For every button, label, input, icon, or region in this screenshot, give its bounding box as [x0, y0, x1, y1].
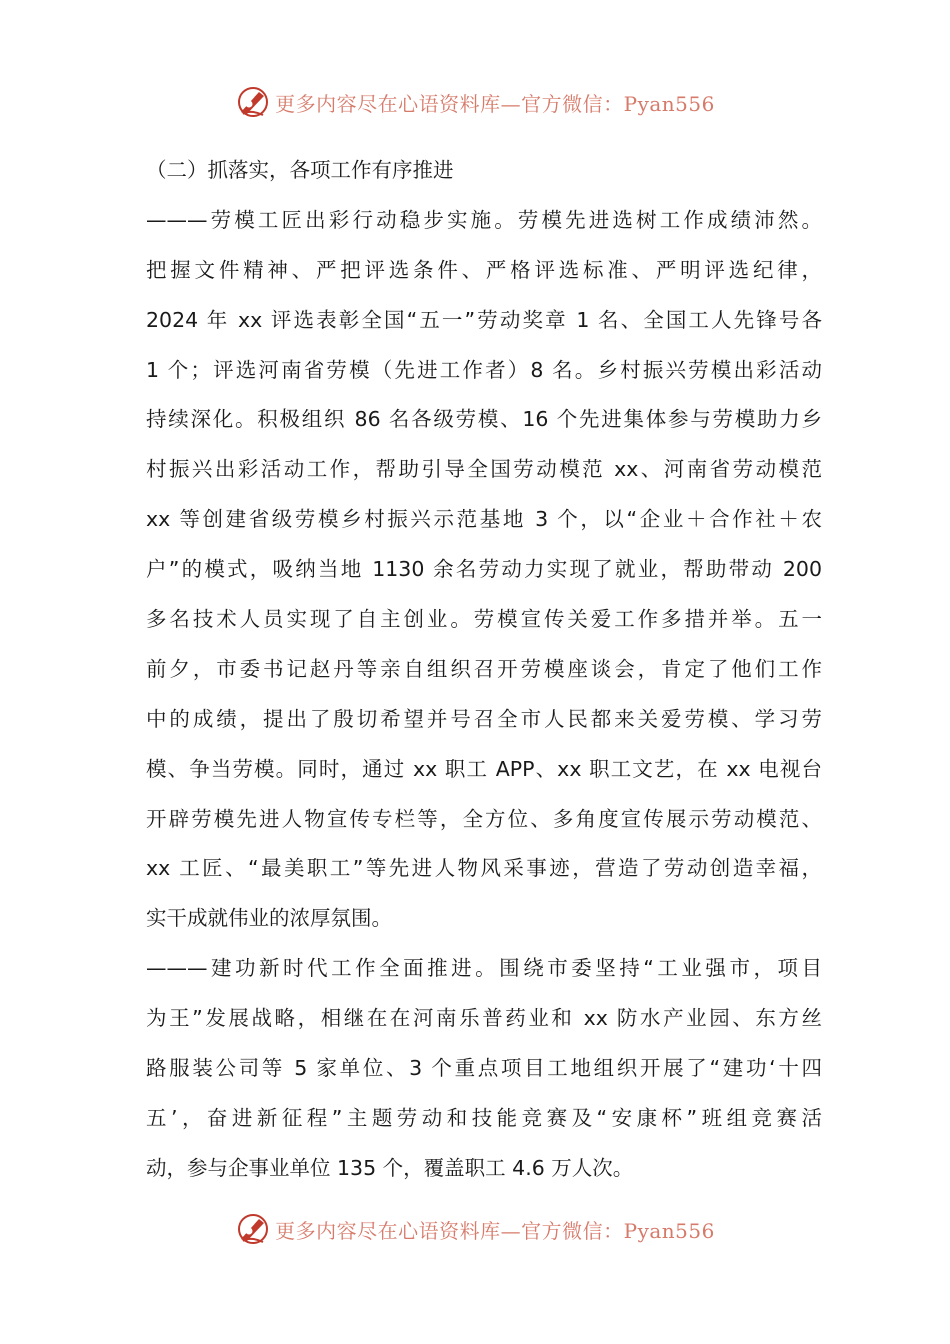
- paragraph-line: 动，参与企事业单位 135 个，覆盖职工 4.6 万人次。: [146, 1155, 634, 1180]
- paragraph-line: 为王”发展战略，相继在在河南乐普药业和 xx 防水产业园、东方丝: [146, 1006, 822, 1031]
- paragraph-line: 把握文件精神、严把评选条件、严格评选标准、严明评选纪律，: [146, 257, 822, 282]
- paragraph-line: 2024 年 xx 评选表彰全国“五一”劳动奖章 1 名、全国工人先锋号各: [146, 307, 822, 332]
- paragraph-line: 中的成绩，提出了殷切希望并号召全市人民都来关爱劳模、学习劳: [146, 706, 822, 731]
- paragraph-line: ———建功新时代工作全面推进。围绕市委坚持“工业强市，项目: [146, 956, 822, 981]
- paragraph-line: xx 等创建省级劳模乡村振兴示范基地 3 个，以“企业＋合作社＋农: [146, 507, 822, 532]
- paragraph-line: 前夕，市委书记赵丹等亲自组织召开劳模座谈会，肯定了他们工作: [146, 656, 822, 681]
- paragraph-line: xx 工匠、“最美职工”等先进人物风采事迹，营造了劳动创造幸福，: [146, 856, 822, 881]
- paragraph-line: 持续深化。积极组织 86 名各级劳模、16 个先进集体参与劳模助力乡: [146, 407, 822, 432]
- paragraph-line: 五’，奋进新征程”主题劳动和技能竞赛及“安康杯”班组竞赛活: [146, 1105, 822, 1130]
- paragraph-line: 模、争当劳模。同时，通过 xx 职工 APP、xx 职工文艺，在 xx 电视台: [146, 756, 822, 781]
- paragraph-line: 路服装公司等 5 家单位、3 个重点项目工地组织开展了“建功‘十四: [146, 1056, 822, 1081]
- paragraph-line: 户”的模式，吸纳当地 1130 余名劳动力实现了就业，帮助带动 200: [146, 557, 822, 582]
- footer-banner: [0, 1209, 950, 1249]
- paragraph-line: 多名技术人员实现了自主创业。劳模宣传关爱工作多措并举。五一: [146, 607, 822, 632]
- pen-seal-icon: [235, 1211, 271, 1247]
- section-heading: （二）抓落实，各项工作有序推进: [146, 158, 454, 182]
- paragraph-line: 实干成就伟业的浓厚氛围。: [146, 906, 392, 931]
- paragraph-line: 开辟劳模先进人物宣传专栏等，全方位、多角度宣传展示劳动模范、: [146, 806, 822, 831]
- header-banner: [0, 82, 950, 122]
- paragraph-line: 1 个；评选河南省劳模（先进工作者）8 名。乡村振兴劳模出彩活动: [146, 357, 822, 382]
- paragraph-line: 村振兴出彩活动工作，帮助引导全国劳动模范 xx、河南省劳动模范: [146, 457, 822, 482]
- document-body: [146, 146, 822, 1194]
- banner-text: 更多内容尽在心语资料库—官方微信：Pyan556: [275, 1218, 715, 1243]
- banner-text: 更多内容尽在心语资料库—官方微信：Pyan556: [275, 91, 715, 116]
- pen-seal-icon: [235, 84, 271, 120]
- paragraph-line: ———劳模工匠出彩行动稳步实施。劳模先进选树工作成绩沛然。: [146, 207, 822, 232]
